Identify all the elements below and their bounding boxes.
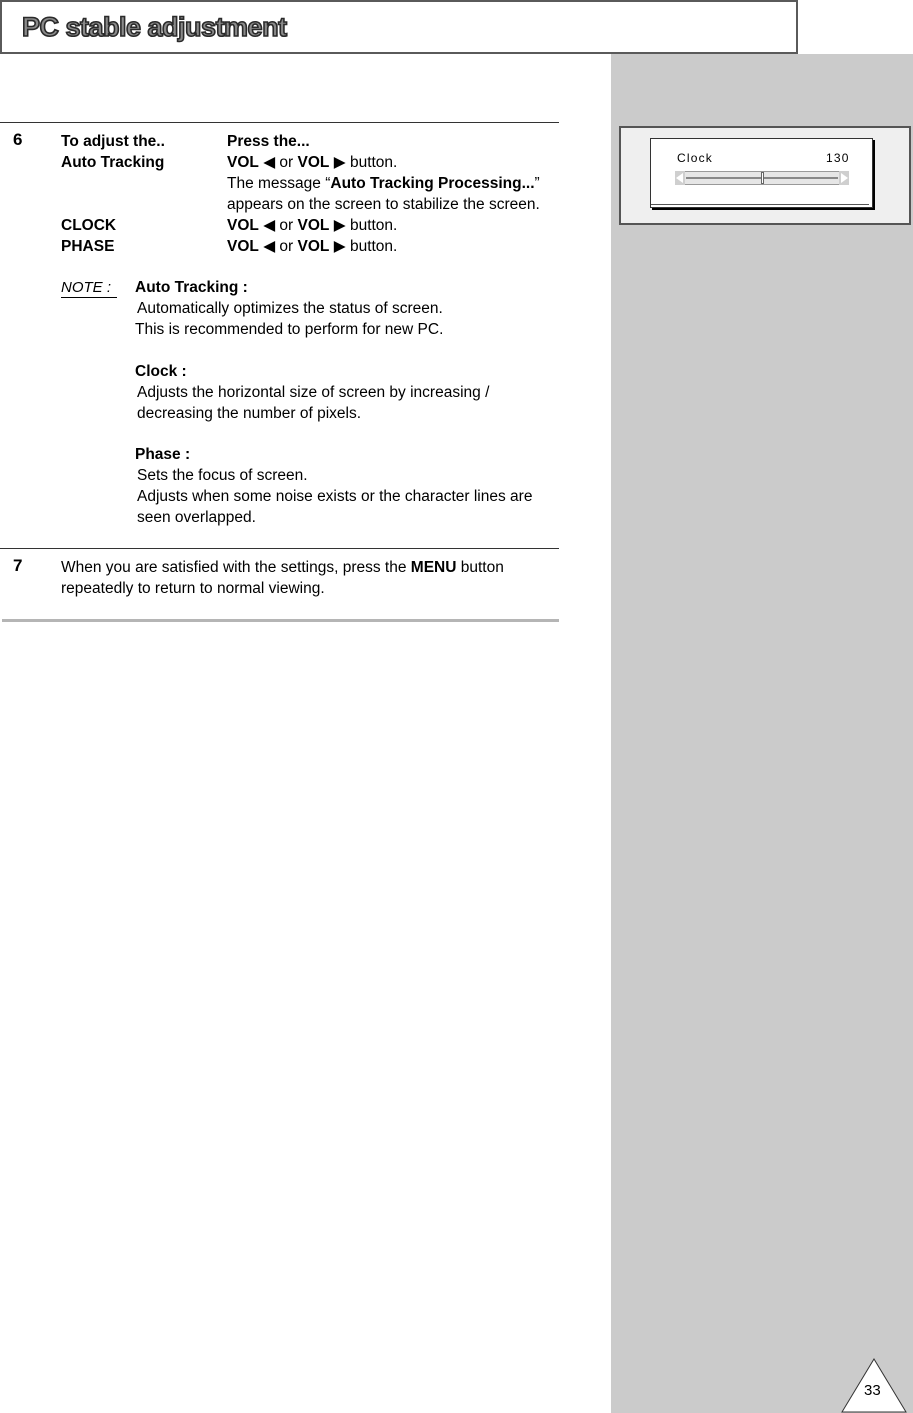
step7-line-1: When you are satisfied with the settings, press the MENU button — [61, 559, 504, 576]
vol-label: VOL — [227, 154, 259, 171]
vol-label: VOL — [297, 238, 330, 255]
note-phase-heading: Phase : — [135, 446, 191, 463]
note-clock-line-2: decreasing the number of pixels. — [137, 405, 362, 422]
col-header-left: To adjust the.. — [61, 133, 165, 150]
note-clock-heading: Clock : — [135, 363, 187, 380]
divider-middle — [0, 548, 559, 549]
vol-label: VOL — [297, 217, 330, 234]
arrow-right-icon — [839, 171, 849, 185]
row-action-phase — [227, 237, 397, 257]
col-header-right: Press the... — [227, 133, 310, 150]
note-phase-line-3: seen overlapped. — [137, 509, 256, 526]
row-item-auto-tracking: Auto Tracking — [61, 154, 165, 171]
note-phase-line-1: Sets the focus of screen. — [137, 467, 308, 484]
vol-left-icon: ◀ — [263, 154, 276, 171]
row-item-phase: PHASE — [61, 238, 115, 255]
message-line-2: appears on the screen to stabilize the screen. — [227, 196, 540, 213]
vol-label: VOL — [297, 154, 330, 171]
page-title: PC stable adjustment — [22, 12, 287, 42]
header-bar — [0, 0, 798, 54]
arrow-left-icon — [675, 171, 685, 185]
vol-right-icon: ▶ — [333, 217, 346, 234]
button-text: button. — [349, 154, 398, 171]
row-item-clock: CLOCK — [61, 217, 117, 234]
step-number-6: 6 — [13, 130, 23, 149]
note-auto-line-2: This is recommended to perform for new PC. — [135, 321, 444, 338]
row-action-clock — [227, 216, 397, 236]
osd-slider-thumb — [761, 172, 764, 184]
osd-label: Clock — [677, 151, 714, 165]
page-number: 33 — [864, 1382, 881, 1399]
divider-top — [0, 122, 559, 123]
vol-left-icon: ◀ — [263, 217, 276, 234]
vol-right-icon: ▶ — [333, 154, 346, 171]
vol-label: VOL — [227, 238, 259, 255]
divider-bottom — [2, 619, 559, 622]
osd-value: 130 — [826, 151, 850, 165]
button-text: button. — [349, 238, 398, 255]
note-auto-heading: Auto Tracking : — [135, 279, 248, 296]
message-bold: Auto Tracking Processing... — [330, 175, 535, 192]
note-auto-line-1: Automatically optimizes the status of screen. — [137, 300, 443, 317]
side-column — [611, 54, 913, 1413]
vol-left-icon: ◀ — [263, 238, 276, 255]
step-number-7: 7 — [13, 556, 23, 575]
or-text: or — [279, 238, 294, 255]
or-text: or — [279, 154, 294, 171]
note-phase-line-2: Adjusts when some noise exists or the character lines are — [137, 488, 533, 505]
button-text: button. — [349, 217, 398, 234]
or-text: or — [279, 217, 294, 234]
note-label: NOTE : — [61, 279, 117, 298]
step7-line-2: repeatedly to return to normal viewing. — [61, 580, 325, 597]
vol-right-icon: ▶ — [333, 238, 346, 255]
vol-label: VOL — [227, 217, 259, 234]
menu-bold: MENU — [410, 559, 457, 576]
osd-bottom-line — [651, 204, 869, 205]
note-clock-line-1: Adjusts the horizontal size of screen by increasing / — [137, 384, 490, 401]
row-action-auto-tracking — [227, 153, 397, 173]
message-line-1: The message “Auto Tracking Processing...” — [227, 175, 540, 192]
